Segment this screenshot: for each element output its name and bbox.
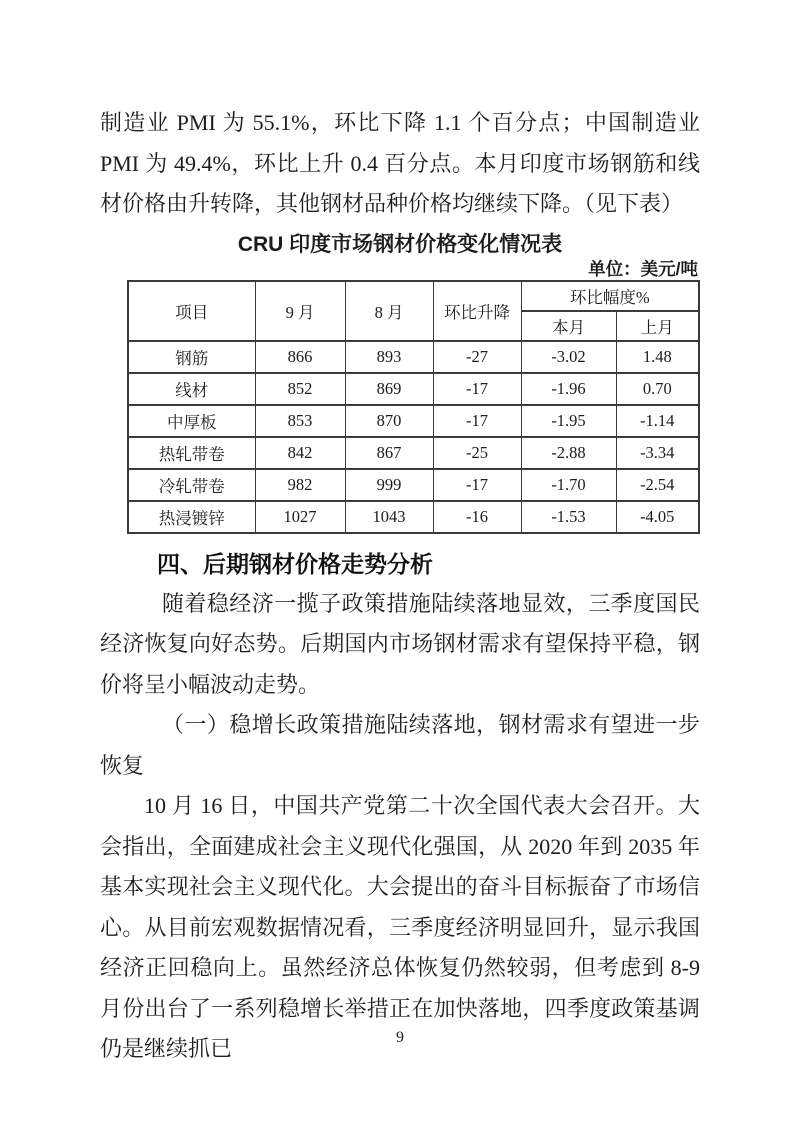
col-header-last-month: 上月 xyxy=(616,311,699,341)
table-cell-item: 钢筋 xyxy=(128,341,255,373)
table-row xyxy=(128,373,699,405)
table-cell-this_month: -1.95 xyxy=(521,405,616,437)
table-cell-change: -17 xyxy=(433,469,521,501)
table-cell-sep: 842 xyxy=(255,437,345,469)
table-cell-last_month: 0.70 xyxy=(616,373,699,405)
table-cell-sep: 852 xyxy=(255,373,345,405)
price-table-body xyxy=(128,341,699,533)
page-number: 9 xyxy=(396,1029,404,1046)
price-table-header xyxy=(128,281,699,341)
paragraph-pmi: 制造业 PMI 为 55.1%，环比下降 1.1 个百分点；中国制造业 PMI 为 49.4%，环比上升 0.4 百分点。本月印度市场钢筋和线材价格由升转降，其他钢材品种价格均继续下降。（见下表） xyxy=(100,110,700,216)
table-cell-this_month: -3.02 xyxy=(521,341,616,373)
table-row xyxy=(128,437,699,469)
col-header-mom-diff: 环比升降 xyxy=(433,281,521,341)
table-row xyxy=(128,405,699,437)
table-cell-aug: 869 xyxy=(345,373,433,405)
table-cell-last_month: -4.05 xyxy=(616,501,699,533)
table-cell-sep: 1027 xyxy=(255,501,345,533)
table-cell-change: -27 xyxy=(433,341,521,373)
col-header-mom-pct: 环比幅度% xyxy=(521,281,699,311)
subheading-growth-policy: （一）稳增长政策措施陆续落地，钢材需求有望进一步恢复 xyxy=(100,712,700,778)
table-cell-aug: 870 xyxy=(345,405,433,437)
table-cell-last_month: 1.48 xyxy=(616,341,699,373)
table-cell-this_month: -1.53 xyxy=(521,501,616,533)
table-cell-sep: 982 xyxy=(255,469,345,501)
table-title: CRU 印度市场钢材价格变化情况表 xyxy=(237,232,563,256)
table-unit-label: 单位：美元/吨 xyxy=(588,258,698,279)
table-cell-last_month: -2.54 xyxy=(616,469,699,501)
table-cell-item: 热浸镀锌 xyxy=(128,501,255,533)
table-cell-change: -17 xyxy=(433,373,521,405)
table-cell-this_month: -2.88 xyxy=(521,437,616,469)
section-heading: 四、后期钢材价格走势分析 xyxy=(157,550,433,577)
table-cell-this_month: -1.70 xyxy=(521,469,616,501)
table-cell-item: 冷轧带卷 xyxy=(128,469,255,501)
col-header-this-month: 本月 xyxy=(521,311,616,341)
table-cell-last_month: -1.14 xyxy=(616,405,699,437)
col-header-september: 9 月 xyxy=(255,281,345,341)
table-cell-item: 线材 xyxy=(128,373,255,405)
table-cell-sep: 866 xyxy=(255,341,345,373)
table-cell-aug: 1043 xyxy=(345,501,433,533)
table-cell-aug: 999 xyxy=(345,469,433,501)
table-cell-item: 热轧带卷 xyxy=(128,437,255,469)
table-cell-this_month: -1.96 xyxy=(521,373,616,405)
table-cell-change: -25 xyxy=(433,437,521,469)
table-row xyxy=(128,469,699,501)
table-row xyxy=(128,341,699,373)
col-header-august: 8 月 xyxy=(345,281,433,341)
table-cell-aug: 867 xyxy=(345,437,433,469)
price-table xyxy=(127,280,700,534)
table-cell-last_month: -3.34 xyxy=(616,437,699,469)
table-cell-item: 中厚板 xyxy=(128,405,255,437)
header-row-1 xyxy=(128,281,699,311)
table-cell-change: -16 xyxy=(433,501,521,533)
paragraph-congress: 10 月 16 日，中国共产党第二十次全国代表大会召开。大会指出，全面建成社会主义现代化强国，从 2020 年到 2035 年基本实现社会主义现代化。大会提出的奋斗目标振奋了市场信心。从目前宏观数据情况看，三季度经济明显回升，显示我国经济正回稳向上。虽然经济总体恢复仍然较弱，但考虑到 8-9 月份出台了一系列稳增长举措正在加快落地，四季度政策基调仍是继续抓已 xyxy=(100,793,700,1061)
table-cell-aug: 893 xyxy=(345,341,433,373)
table-row xyxy=(128,501,699,533)
paragraph-outlook: 随着稳经济一揽子政策措施陆续落地显效，三季度国民经济恢复向好态势。后期国内市场钢材需求有望保持平稳，钢价将呈小幅波动走势。 xyxy=(100,590,700,697)
table-cell-sep: 853 xyxy=(255,405,345,437)
col-header-item: 项目 xyxy=(128,281,255,341)
table-cell-change: -17 xyxy=(433,405,521,437)
price-table-block xyxy=(100,232,700,534)
